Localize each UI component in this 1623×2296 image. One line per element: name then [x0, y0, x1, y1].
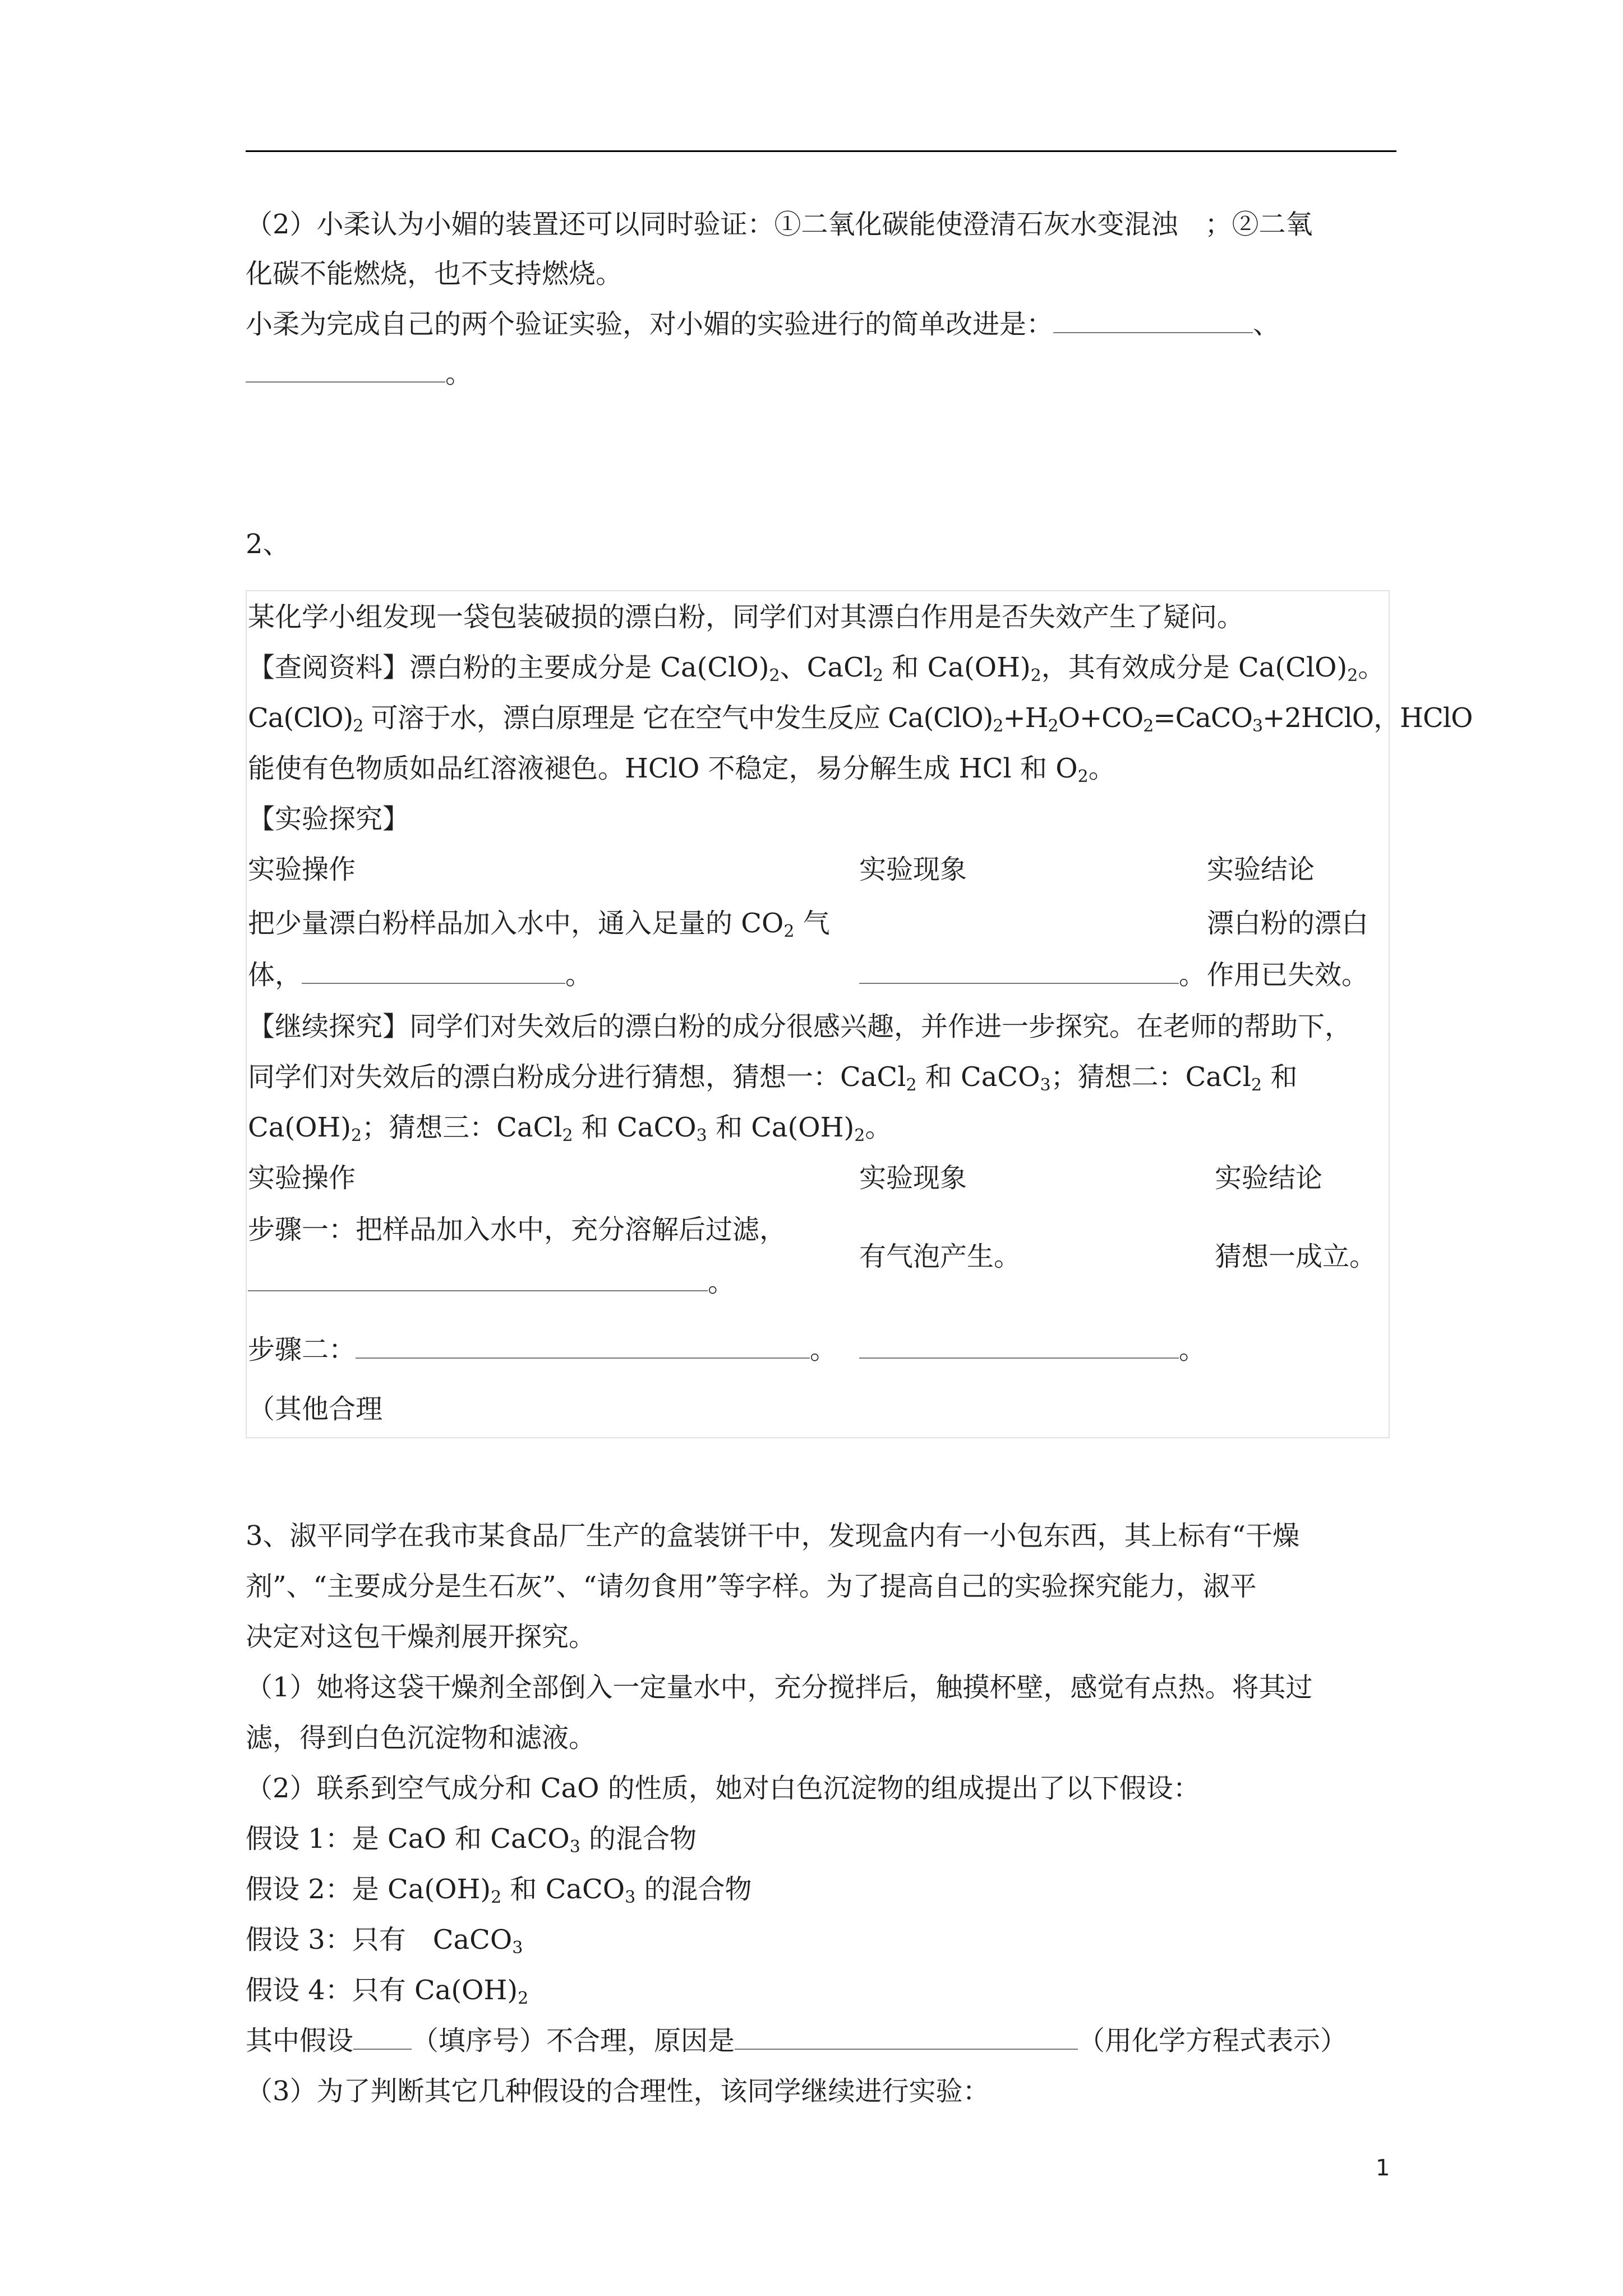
q3-reason: 其中假设 （填序号）不合理，原因是 （用化学方程式表示）	[246, 2025, 1348, 2056]
answer-blank[interactable]	[859, 961, 1179, 984]
answer-blank[interactable]	[735, 2027, 1078, 2050]
q3-hypothesis-4: 假设 4：只有 $Ca(OH)_2$	[246, 1975, 529, 2008]
table1-header-op: 实验操作	[248, 854, 356, 885]
table2-step2: 步骤二： 。	[248, 1334, 837, 1365]
q1-line2: 化碳不能燃烧，也不支持燃烧。	[246, 258, 623, 289]
table2-header-op: 实验操作	[248, 1162, 356, 1194]
q3-hypothesis-1: 假设 1：是 CaO 和 CaCO$_3$ 的混合物	[246, 1823, 697, 1857]
table1-conc-line1: 漂白粉的漂白	[1207, 908, 1369, 939]
table1-conc-line2: 作用已失效。	[1207, 959, 1369, 991]
q2-note: （其他合理	[248, 1393, 383, 1425]
q1-line4: 。	[246, 357, 472, 390]
table2-step1-blank: 。	[248, 1266, 735, 1299]
q2-intro: 某化学小组发现一袋包装破损的漂白粉，同学们对其漂白作用是否失效产生了疑问。	[248, 601, 1244, 633]
q3-para-line1: 3、淑平同学在我市某食品厂生产的盒装饼干中，发现盒内有一小包东西，其上标有“干燥	[246, 1520, 1300, 1552]
q1-line1: （2）小柔认为小媚的装置还可以同时验证：①二氧化碳能使澄清石灰水变混浊 ；②二氧	[246, 209, 1313, 240]
q3-step3: （3）为了判断其它几种假设的合理性，该同学继续进行实验：	[246, 2076, 990, 2107]
q2-info-line1: 【查阅资料】漂白粉的主要成分是 $Ca(ClO)_2$、CaCl$_2$ 和 $Ca(OH)_2$，其有效成分是 $Ca(ClO)_2$。	[248, 652, 1385, 685]
table1-op-line1: 把少量漂白粉样品加入水中，通入足量的 $CO_2$ 气	[248, 908, 830, 941]
q3-para-line3: 决定对这包干燥剂展开探究。	[246, 1621, 596, 1653]
answer-blank[interactable]	[353, 2027, 412, 2050]
answer-blank[interactable]	[248, 1269, 708, 1291]
q2-number: 2、	[246, 528, 290, 560]
q2-info-line3: 能使有色物质如品红溶液褪色。HClO 不稳定，易分解生成 HCl 和 $O_2$。	[248, 753, 1115, 786]
q2-cont-line3: $Ca(OH)_2$；猜想三：CaCl$_2$ 和 CaCO$_3$ 和 $Ca(OH)_2$。	[248, 1112, 892, 1145]
table2-step1: 步骤一：把样品加入水中，充分溶解后过滤，	[248, 1214, 787, 1245]
table1-header-phen: 实验现象	[859, 854, 967, 885]
q3-hypothesis-3: 假设 3：只有 CaCO$_3$	[246, 1924, 523, 1958]
q2-cont-line2: 同学们对失效后的漂白粉成分进行猜想，猜想一：CaCl$_2$ 和 CaCO$_3$；猜想二：CaCl$_2$ 和	[248, 1061, 1298, 1095]
q2-explore-label: 【实验探究】	[248, 803, 410, 835]
header-rule	[246, 150, 1396, 152]
answer-blank[interactable]	[246, 360, 445, 383]
table1-header-conc: 实验结论	[1207, 854, 1315, 885]
q3-hypothesis-2: 假设 2：是 $Ca(OH)_2$ 和 CaCO$_3$ 的混合物	[246, 1874, 752, 1907]
q2-info-line2: $Ca(ClO)_2$ 可溶于水，漂白原理是 它在空气中发生反应 $Ca(ClO)_2+H_2O+CO_2=CaCO_3+2HClO$，HClO	[248, 702, 1473, 736]
answer-blank[interactable]	[356, 1336, 810, 1359]
q3-step2: （2）联系到空气成分和 CaO 的性质，她对白色沉淀物的组成提出了以下假设：	[246, 1773, 1200, 1804]
q3-step1-line1: （1）她将这袋干燥剂全部倒入一定量水中，充分搅拌后，触摸杯壁，感觉有点热。将其过	[246, 1672, 1313, 1703]
table1-phen: 。	[859, 958, 1206, 992]
table2-step2-phen: 。	[859, 1333, 1206, 1366]
table2-header-conc: 实验结论	[1215, 1162, 1323, 1194]
answer-blank[interactable]	[859, 1336, 1179, 1359]
q3-para-line2: 剂”、“主要成分是生石灰”、“请勿食用”等字样。为了提高自己的实验探究能力，淑平	[246, 1571, 1257, 1602]
answer-blank[interactable]	[1053, 311, 1253, 333]
table2-step1-phen: 有气泡产生。	[859, 1241, 1021, 1272]
answer-blank[interactable]	[302, 961, 565, 984]
table2-step1-conc: 猜想一成立。	[1215, 1241, 1377, 1272]
table1-op-line2: 体， 。	[248, 959, 593, 991]
q3-step1-line2: 滤，得到白色沉淀物和滤液。	[246, 1722, 596, 1754]
table2-header-phen: 实验现象	[859, 1162, 967, 1194]
q2-cont-line1: 【继续探究】同学们对失效后的漂白粉的成分很感兴趣，并作进一步探究。在老师的帮助下，	[248, 1011, 1352, 1042]
q1-line3: 小柔为完成自己的两个验证实验，对小媚的实验进行的简单改进是： 、	[246, 309, 1280, 340]
page-number: 1	[1376, 2155, 1390, 2181]
